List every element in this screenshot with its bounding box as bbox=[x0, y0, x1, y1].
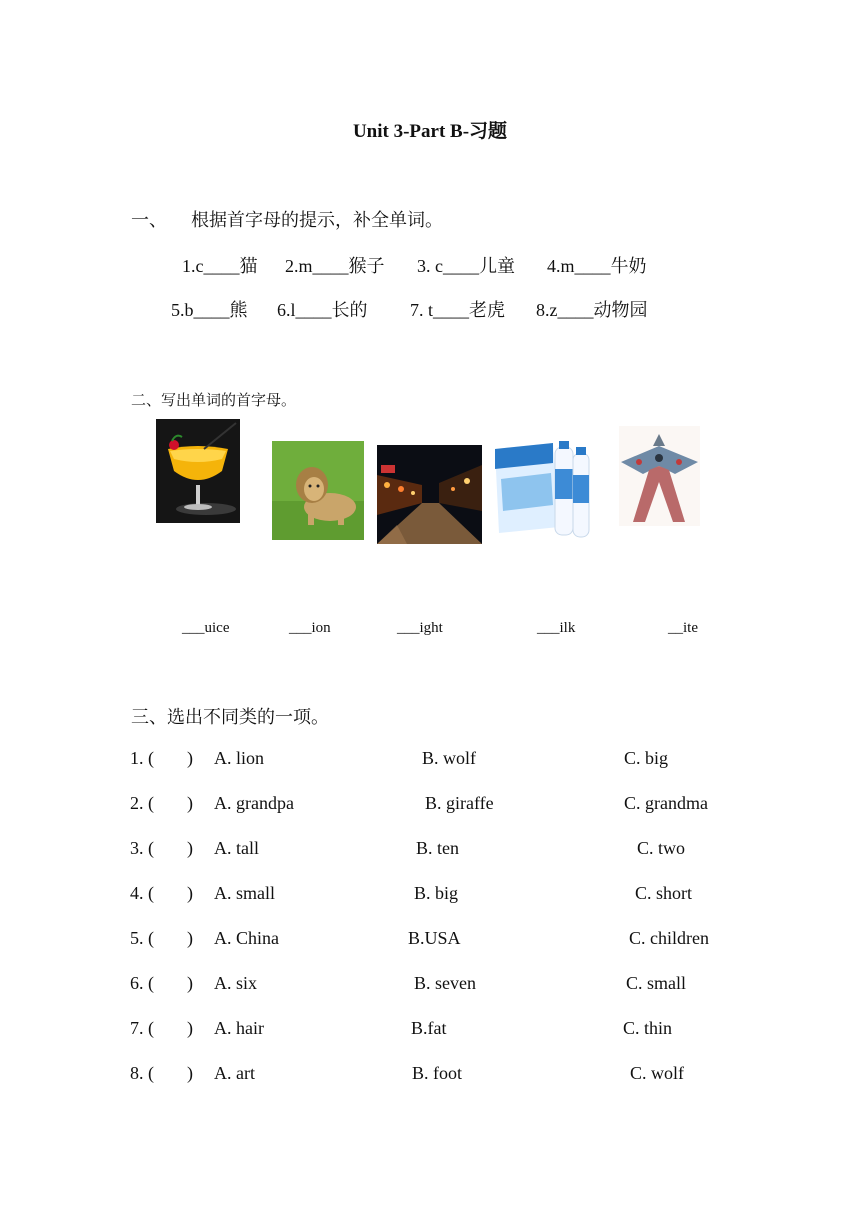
option-c: C. children bbox=[629, 928, 709, 948]
answer-paren: ) bbox=[187, 838, 193, 858]
question-number: 2. ( bbox=[130, 793, 154, 813]
blank-kite: __ite bbox=[668, 620, 698, 636]
answer-paren: ) bbox=[187, 928, 193, 948]
s1-item-7: 7. t____老虎 bbox=[410, 300, 506, 320]
blank-night: ___ight bbox=[397, 620, 443, 636]
option-b: B. big bbox=[414, 883, 459, 903]
answer-paren: ) bbox=[187, 883, 193, 903]
question-number: 8. ( bbox=[130, 1063, 154, 1083]
juice-glass-image bbox=[156, 419, 240, 523]
s1-item-4: 4.m____牛奶 bbox=[547, 256, 647, 276]
section1-number: 一、 bbox=[131, 210, 167, 230]
answer-paren: ) bbox=[187, 1063, 193, 1083]
section2-heading: 二、写出单词的首字母。 bbox=[131, 393, 297, 409]
night-street-image bbox=[377, 445, 482, 544]
s1-item-2: 2.m____猴子 bbox=[285, 256, 385, 276]
question-number: 4. ( bbox=[130, 883, 154, 903]
option-c: C. thin bbox=[623, 1018, 673, 1038]
page-title: Unit 3-Part B-习题 bbox=[352, 121, 508, 142]
s1-item-6: 6.l____长的 bbox=[277, 300, 368, 320]
option-b: B. ten bbox=[416, 838, 459, 858]
lion-image bbox=[272, 441, 364, 540]
question-number: 3. ( bbox=[130, 838, 154, 858]
option-a: A. China bbox=[214, 928, 279, 948]
option-c: C. wolf bbox=[630, 1063, 684, 1083]
option-c: C. short bbox=[635, 883, 693, 903]
option-a: A. six bbox=[214, 973, 258, 993]
question-number: 6. ( bbox=[130, 973, 154, 993]
option-a: A. small bbox=[214, 883, 275, 903]
s1-item-5: 5.b____熊 bbox=[171, 300, 248, 320]
answer-paren: ) bbox=[187, 973, 193, 993]
option-b: B.fat bbox=[411, 1018, 447, 1038]
option-a: A. hair bbox=[214, 1018, 264, 1038]
option-a: A. lion bbox=[214, 748, 265, 768]
kite-image bbox=[619, 426, 700, 526]
answer-paren: ) bbox=[187, 748, 193, 768]
answer-paren: ) bbox=[187, 1018, 193, 1038]
option-b: B. wolf bbox=[422, 748, 476, 768]
option-a: A. grandpa bbox=[214, 793, 294, 813]
option-a: A. art bbox=[214, 1063, 255, 1083]
milk-image bbox=[493, 439, 596, 544]
option-b: B. seven bbox=[414, 973, 476, 993]
question-number: 1. ( bbox=[130, 748, 154, 768]
s1-item-8: 8.z____动物园 bbox=[536, 300, 648, 320]
option-c: C. big bbox=[624, 748, 669, 768]
blank-juice: ___uice bbox=[182, 620, 230, 636]
answer-paren: ) bbox=[187, 793, 193, 813]
option-a: A. tall bbox=[214, 838, 259, 858]
question-number: 7. ( bbox=[130, 1018, 154, 1038]
question-number: 5. ( bbox=[130, 928, 154, 948]
s1-item-1: 1.c____猫 bbox=[182, 256, 258, 276]
option-b: B. foot bbox=[412, 1063, 463, 1083]
option-b: B.USA bbox=[408, 928, 461, 948]
option-c: C. two bbox=[637, 838, 686, 858]
section1-heading: 根据首字母的提示，补全单词。 bbox=[191, 210, 443, 230]
option-c: C. grandma bbox=[624, 793, 708, 813]
option-b: B. giraffe bbox=[425, 793, 494, 813]
blank-milk: ___ilk bbox=[537, 620, 576, 636]
s1-item-3: 3. c____儿童 bbox=[417, 256, 515, 276]
section3-heading: 三、选出不同类的一项。 bbox=[131, 707, 329, 727]
option-c: C. small bbox=[626, 973, 687, 993]
blank-lion: ___ion bbox=[289, 620, 331, 636]
